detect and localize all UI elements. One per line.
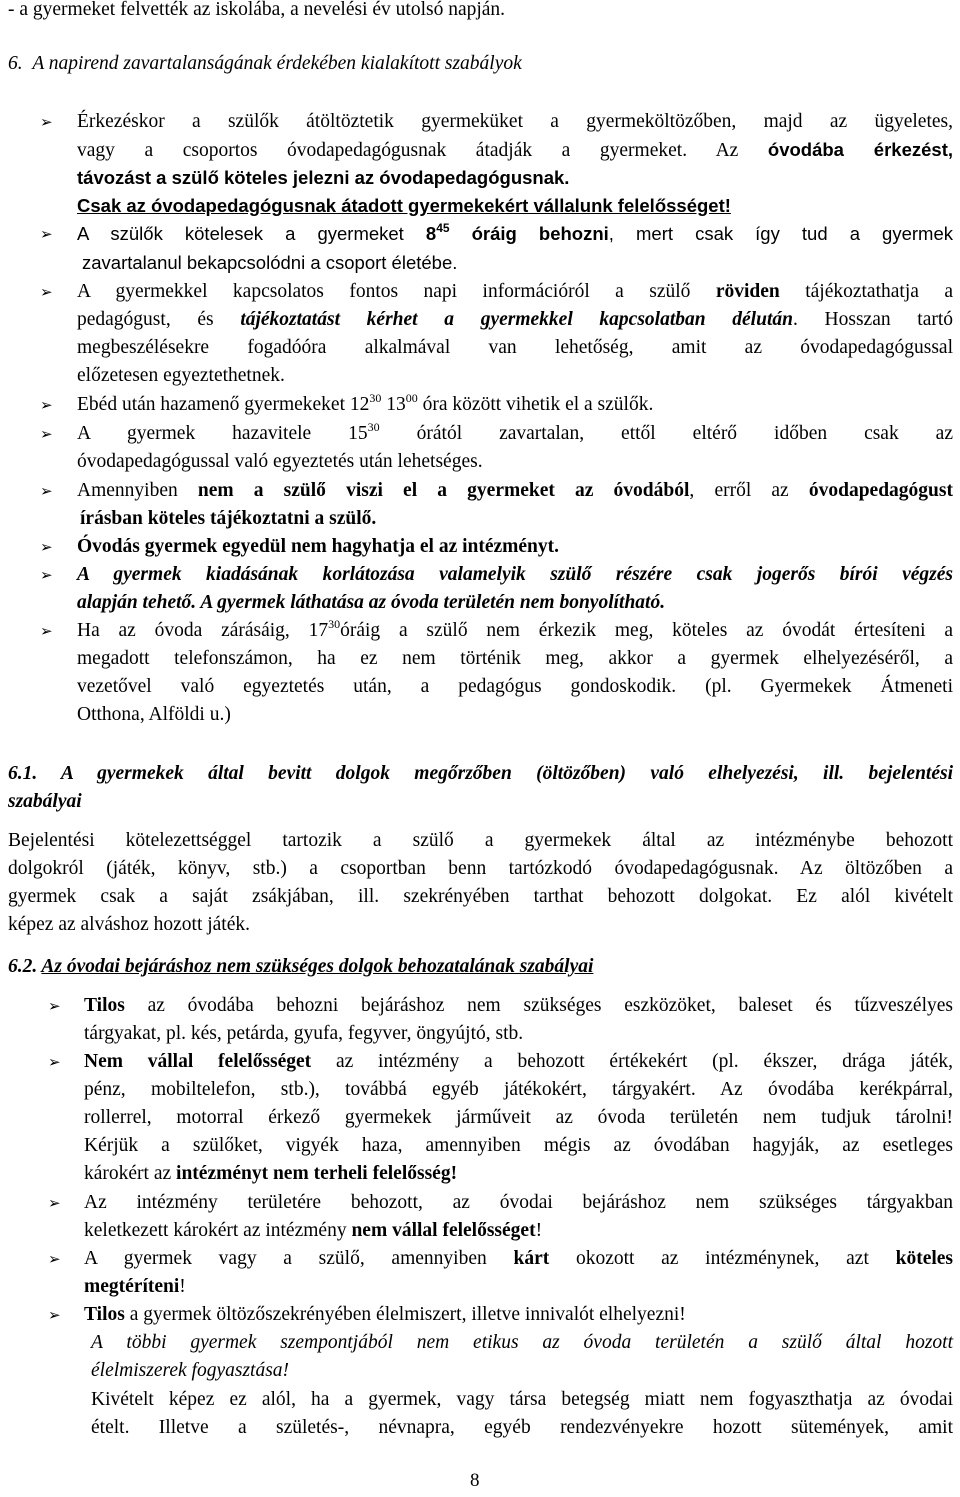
s6-item2-line1 (77, 222, 953, 246)
s62-item2-line4: Kérjük a szülőket, vigyék haza, amennyiben mégis az óvodában hagyják, az esetleges (84, 1135, 953, 1156)
bullet-arrow-icon: ➢ (40, 482, 53, 500)
section-6-1-number: 6.1. (8, 763, 38, 784)
s62-item5-line2: A többi gyermek szempontjából nem etikus az óvoda területén a szülő által hozott (91, 1332, 953, 1353)
text-run: A gyermek vagy a szülő, amennyiben (84, 1248, 514, 1269)
s6-item3-line3: megbeszélésekre fogadóóra alkalmával van lehetőség, amit az óvodapedagógussal (77, 337, 953, 358)
section-6-title: A napirend zavartalanságának érdekében kialakított szabályok (32, 53, 522, 74)
text-run-bold: köteles (895, 1248, 954, 1269)
s62-item2-line3: rollerrel, motorral érkező gyermekek járműveit az óvoda területén nem tudjuk tárolni! (84, 1107, 953, 1128)
s62-item5-line1 (84, 1303, 686, 1327)
s6-item3-line2 (77, 308, 953, 332)
bullet-arrow-icon: ➢ (40, 396, 53, 414)
text-run-bold: Nem vállal felelősséget (84, 1051, 312, 1072)
text-run-bold: Tilos (84, 1304, 125, 1325)
text-run-bold-italic: tájékoztatást kérhet a gyermekkel kapcsolatban délután (240, 309, 793, 330)
s62-item2-line5 (84, 1162, 457, 1186)
text-run-bold: nem vállal felelősséget (351, 1220, 536, 1241)
section-6-2-heading (8, 955, 593, 979)
bullet-arrow-icon: ➢ (40, 425, 53, 443)
text-run-bold: intézményt nem terheli felelősség! (176, 1163, 458, 1184)
s6-item1-line1: Érkezéskor a szülők átöltöztetik gyermeküket a gyermeköltözőben, majd az ügyeletes, (77, 111, 953, 132)
text-run: Ebéd után hazamenő gyermekeket 12 (77, 394, 370, 415)
bullet-arrow-icon: ➢ (40, 622, 53, 640)
text-run-bold: megtéríteni (84, 1276, 180, 1297)
s6-item9-line1 (77, 619, 953, 643)
s62-item4-line1 (84, 1247, 953, 1271)
s62-item2-line2: pénz, mobiltelefon, stb.), továbbá egyéb játékokért, tárgyakért. Az óvodába kerékpárral, (84, 1079, 953, 1100)
text-run: pedagógust, és (77, 309, 241, 330)
s6-item8-line1: A gyermek kiadásának korlátozása valamelyik szülő részére csak jogerős bírói végzés (77, 564, 953, 585)
s6-item5-line1 (77, 422, 953, 446)
text-run: , mert csak így tud a gyermek (608, 223, 953, 244)
text-run: , erről az (689, 480, 809, 501)
s6-item9-line2: megadott telefonszámon, ha ez nem történik meg, akkor a gyermek elhelyezéséről, a (77, 648, 953, 669)
s62-item5-line5: ételt. Illetve a születés-, névnapra, egyéb rendezvényekre hozott sütemények, amit (91, 1417, 953, 1438)
s6-item3-line4: előzetesen egyeztethetnek. (77, 365, 285, 386)
text-run-bold-italic: alapján tehető. (77, 592, 197, 613)
s62-item1-line2: tárgyakat, pl. kés, petárda, gyufa, fegyver, öngyújtó, stb. (84, 1023, 524, 1044)
s6-item6-line1 (77, 479, 953, 503)
text-run: ! (179, 1276, 186, 1297)
bullet-arrow-icon: ➢ (48, 1250, 61, 1268)
s61-para-line1: Bejelentési kötelezettséggel tartozik a szülő a gyermekek által az intézménybe behozott (8, 830, 953, 851)
superscript: 30 (328, 617, 341, 631)
text-run: órától zavartalan, ettől eltérő időben csak az (379, 423, 953, 444)
text-run-bold-italic: A gyermek láthatása az óvoda területén nem bonyolítható. (196, 592, 666, 613)
text-run-bold: nem a szülő viszi el a gyermeket az óvodából (197, 480, 690, 501)
bullet-arrow-icon: ➢ (40, 113, 53, 131)
s6-item6-line2: írásban köteles tájékoztatni a szülő. (80, 508, 377, 529)
bullet-arrow-icon: ➢ (48, 1306, 61, 1324)
section-6-1-heading-line2: szabályai (8, 791, 82, 812)
bullet-arrow-icon: ➢ (40, 566, 53, 584)
s6-item1-line4: Csak az óvodapedagógusnak átadott gyermekekért vállalunk felelősséget! (77, 195, 731, 216)
text-run: Amennyiben (77, 480, 198, 501)
bullet-arrow-icon: ➢ (48, 1194, 61, 1212)
s61-para-line2: dolgokról (játék, könyv, stb.) a csoportban benn tartózkodó óvodapedagógusnak. Az öltözőben a (8, 858, 953, 879)
superscript: 45 (436, 221, 450, 235)
s6-item7: Óvodás gyermek egyedül nem hagyhatja el az intézményt. (77, 536, 560, 557)
text-run: a gyermek öltözőszekrényében élelmiszert, illetve innivalót elhelyezni! (124, 1304, 686, 1325)
s62-item4-line2 (84, 1275, 186, 1299)
text-run: vagy a csoportos óvodapedagógusnak átadják a gyermeket. Az (77, 140, 768, 161)
page-number: 8 (470, 1470, 480, 1491)
text-run: A gyermek hazavitele 15 (77, 423, 368, 444)
s6-item3-line1 (77, 280, 953, 304)
text-run-bold: kárt (513, 1248, 550, 1269)
text-run: károkért az (84, 1163, 177, 1184)
text-run: . Hosszan tartó (792, 309, 954, 330)
s6-item9-line3: vezetővel való egyeztetés után, a pedagógus gondoskodik. (pl. Gyermekek Átmeneti (77, 676, 953, 697)
bullet-arrow-icon: ➢ (48, 1053, 61, 1071)
s62-item2-line1 (84, 1050, 953, 1074)
s6-item1-line2 (77, 138, 953, 163)
text-run: 13 (381, 394, 406, 415)
section-6-2-number: 6.2. (8, 956, 38, 977)
text-run: ! (535, 1220, 543, 1241)
text-run-bold: röviden (715, 281, 780, 302)
s62-item5-line3: élelmiszerek fogyasztása! (91, 1360, 290, 1381)
intro-line: - a gyermeket felvették az iskolába, a nevelési év utolsó napján. (8, 0, 506, 20)
section-6-heading (8, 52, 522, 76)
s61-para-line4: képez az alváshoz hozott játék. (8, 914, 251, 935)
text-run: óráig a szülő nem érkezik meg, köteles az óvodát értesíteni a (340, 620, 953, 641)
s62-item1-line1 (84, 994, 953, 1018)
bullet-arrow-icon: ➢ (48, 997, 61, 1015)
s6-item2-line2: zavartalanul bekapcsolódni a csoport életébe. (82, 252, 458, 273)
text-run-bold: Tilos (84, 995, 125, 1016)
text-run: az intézmény a behozott értékekért (pl. ékszer, drága játék, (311, 1051, 953, 1072)
section-6-2-title: Az óvodai bejáráshoz nem szükséges dolgok behozatalának szabályai (41, 956, 594, 977)
section-6-1-heading-line1 (8, 762, 953, 786)
text-run: Ha az óvoda zárásáig, 17 (77, 620, 329, 641)
text-run: tájékoztathatja a (779, 281, 953, 302)
superscript: 30 (369, 391, 382, 405)
text-run-bold: óvodapedagógust (808, 480, 953, 501)
text-run: okozott az intézménynek, azt (549, 1248, 896, 1269)
text-run-bold: óráig behozni (449, 223, 609, 244)
s6-item8-line2 (77, 591, 665, 615)
text-run-bold: óvodába érkezést, (767, 139, 953, 160)
s6-item4 (77, 393, 653, 417)
bullet-arrow-icon: ➢ (40, 283, 53, 301)
text-run: óra között vihetik el a szülők. (417, 394, 654, 415)
s6-item9-line4: Otthona, Alföldi u.) (77, 704, 231, 725)
section-6-number: 6. (8, 53, 23, 74)
s6-item5-line2: óvodapedagógussal való egyeztetés után lehetséges. (77, 451, 483, 472)
s6-item1-line3: távozást a szülő köteles jelezni az óvodapedagógusnak. (77, 167, 570, 188)
s61-para-line3: gyermek csak a saját zsákjában, ill. szekrényében tarthat behozott dolgokat. Ez alól kivételt (8, 886, 953, 907)
s62-item3-line2 (84, 1219, 542, 1243)
section-6-1-title: A gyermekek által bevitt dolgok megőrzőben (öltözőben) való elhelyezési, ill. bejelentési (60, 763, 953, 784)
bullet-arrow-icon: ➢ (40, 538, 53, 556)
s62-item3-line1: Az intézmény területére behozott, az óvodai bejáráshoz nem szükséges tárgyakban (84, 1192, 953, 1213)
s62-item5-line4: Kivételt képez ez alól, ha a gyermek, vagy társa betegség miatt nem fogyaszthatja az óvodai (91, 1389, 953, 1410)
text-run: A gyermekkel kapcsolatos fontos napi információról a szülő (77, 281, 716, 302)
text-run: A szülők kötelesek a gyermeket (77, 223, 426, 244)
text-run: az óvodába behozni bejáráshoz nem szükséges eszközöket, baleset és tűzveszélyes (124, 995, 953, 1016)
superscript: 00 (405, 391, 418, 405)
superscript: 30 (367, 420, 380, 434)
text-run: keletkezett károkért az intézmény (84, 1220, 352, 1241)
text-run-bold: 8 (425, 223, 437, 244)
bullet-arrow-icon: ➢ (40, 225, 53, 243)
